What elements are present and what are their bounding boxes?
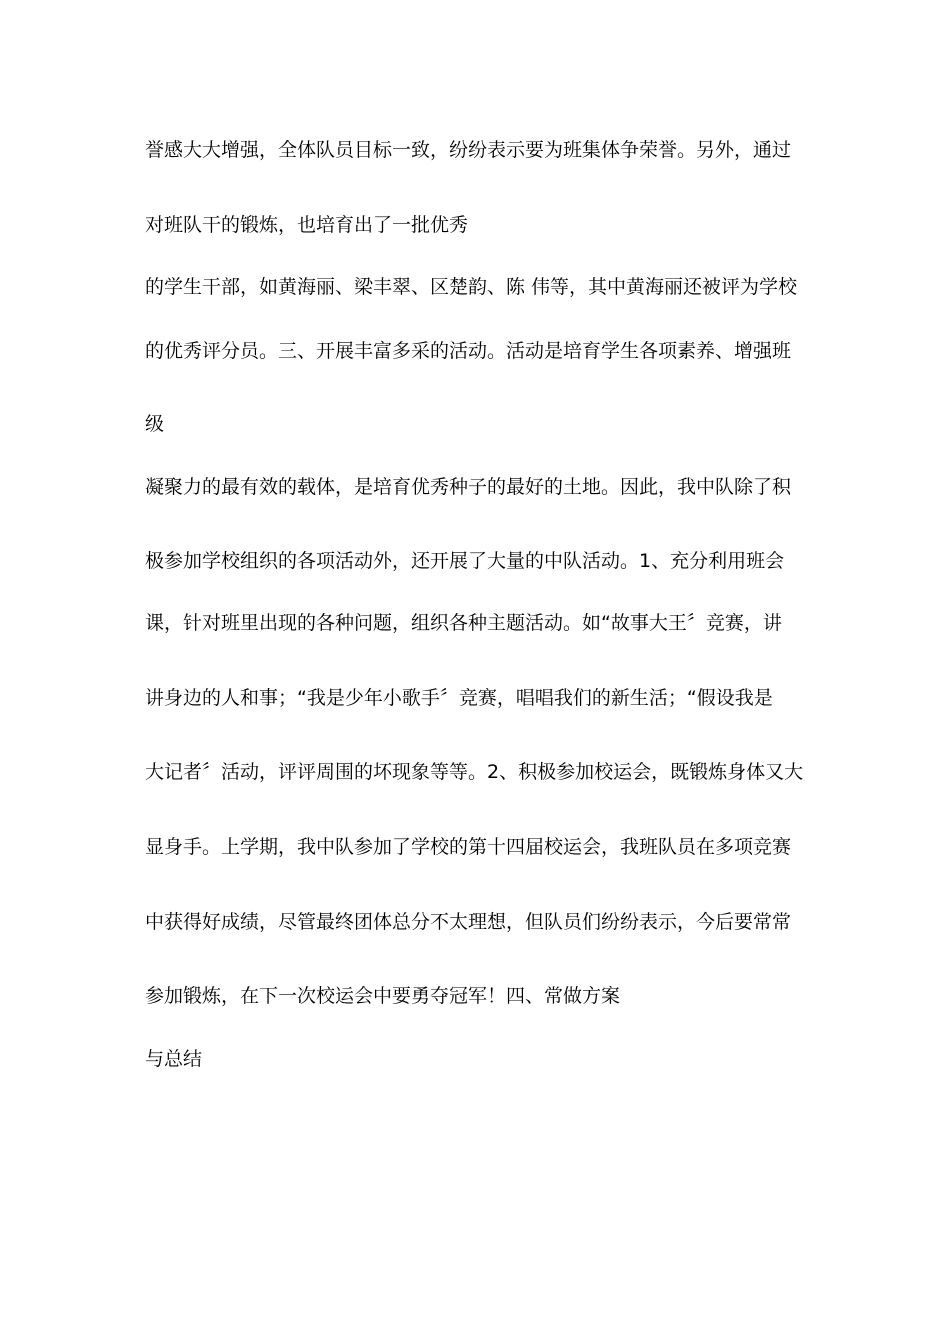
text-line-13: 参加锻炼，在下一次校运会中要勇夺冠军！四、常做方案 bbox=[145, 985, 621, 1007]
text-line-8: 课，针对班里出现的各种问题，组织各种主题活动。如“故事大王〞竞赛，讲 bbox=[145, 612, 782, 634]
text-line-12: 中获得好成绩，尽管最终团体总分不太理想，但队员们纷纷表示，今后要常常 bbox=[145, 911, 792, 933]
text-line-4: 的优秀评分员。三、开展丰富多采的活动。活动是培育学生各项素养、增强班 bbox=[145, 340, 792, 362]
text-line-1: 誉感大大增强，全体队员目标一致，纷纷表示要为班集体争荣誉。另外，通过 bbox=[145, 139, 792, 161]
text-line-10: 大记者〞活动，评评周围的坏现象等等。2、积极参加校运会，既锻炼身体又大 bbox=[145, 761, 804, 783]
text-line-9: 讲身边的人和事；“我是少年小歌手〞竞赛，唱唱我们的新生活；“假设我是 bbox=[145, 687, 773, 709]
text-line-3: 的学生干部，如黄海丽、梁丰翠、区楚韵、陈 伟等，其中黄海丽还被评为学校 bbox=[145, 276, 798, 298]
text-line-6: 凝聚力的最有效的载体，是培育优秀种子的最好的土地。因此，我中队除了积 bbox=[145, 476, 792, 498]
text-line-7: 极参加学校组织的各项活动外，还开展了大量的中队活动。1、充分利用班会 bbox=[145, 550, 785, 572]
text-line-14: 与总结 bbox=[145, 1048, 203, 1070]
text-line-2: 对班队干的锻炼，也培育出了一批优秀 bbox=[145, 214, 469, 236]
text-line-5: 级 bbox=[145, 413, 165, 435]
text-line-11: 显身手。上学期，我中队参加了学校的第十四届校运会，我班队员在多项竞赛 bbox=[145, 836, 792, 858]
